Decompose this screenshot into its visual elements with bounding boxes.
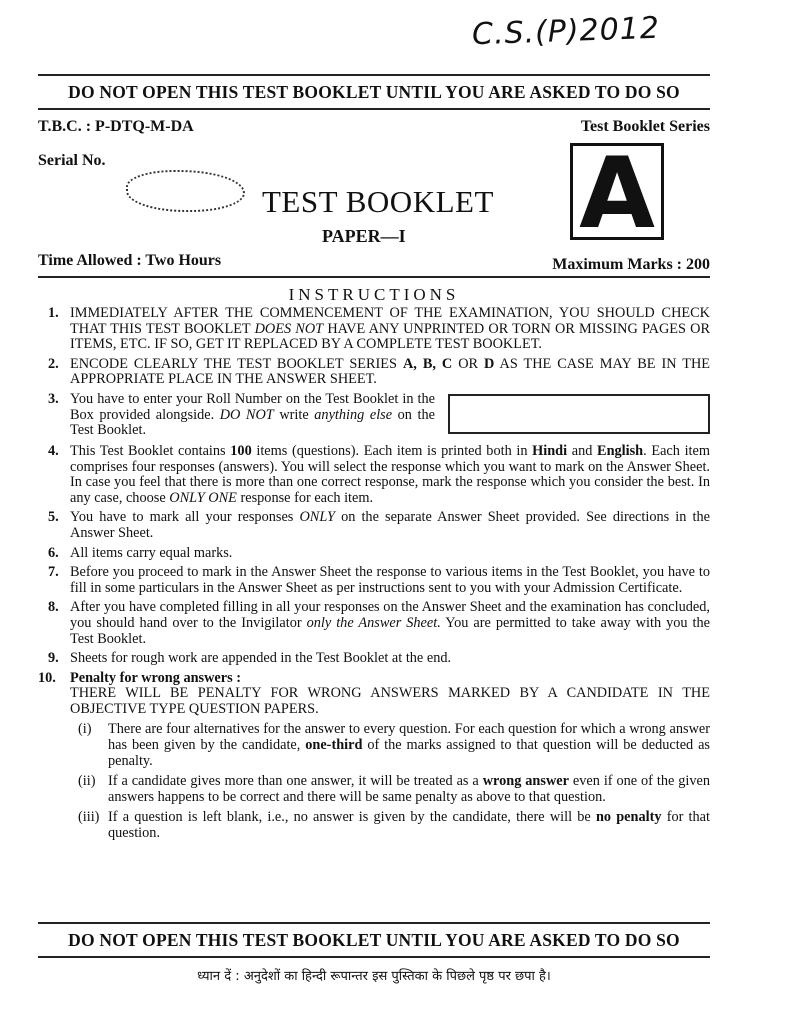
item-bold: one-third [305, 737, 363, 754]
instructions-rule [38, 276, 710, 278]
item-text: and [571, 442, 593, 459]
item-text: You are permitted to take away with you the Test Booklet. [70, 614, 710, 647]
top-rule-lower [38, 108, 710, 110]
subitem-number: (i) [78, 721, 92, 738]
item-text: even if one of the given answers happens to be correct and there will be same penalty as above to that question. [108, 773, 711, 805]
roll-number-box[interactable] [448, 394, 710, 434]
item-text: ENCODE CLEARLY THE TEST BOOKLET SERIES [70, 355, 397, 372]
penalty-subitem [78, 810, 710, 841]
instruction-item [38, 565, 710, 596]
item-text: HAVE ANY UNPRINTED OR TORN OR MISSING PAGES OR ITEMS, ETC. IF SO, GET IT REPLACED BY A COMPLETE TEST BOOKLET. [70, 320, 711, 353]
tbc-code: T.B.C. : P-DTQ-M-DA [38, 118, 194, 135]
bottom-rule [38, 922, 710, 924]
item-emphasis: ONLY ONE [169, 489, 237, 506]
instruction-item [38, 600, 710, 647]
item-number: 5. [48, 509, 59, 526]
item-number: 3. [48, 390, 59, 407]
subitem-number: (iii) [78, 809, 100, 826]
subitem-number: (ii) [78, 773, 96, 790]
item-number: 4. [48, 442, 59, 459]
time-allowed: Time Allowed : Two Hours [38, 252, 222, 269]
maximum-marks: Maximum Marks : 200 [552, 256, 710, 273]
item-bold: D [484, 355, 495, 372]
series-box [570, 136, 664, 251]
item-text: If a question is left blank, i.e., no answer is given by the candidate, there will be [108, 809, 591, 826]
item-text: If a candidate gives more than one answer, it will be treated as a [108, 773, 479, 790]
serial-label: Serial No. [38, 152, 106, 169]
instruction-item [38, 510, 710, 541]
item-text: response for each item. [240, 489, 374, 506]
item-text: This Test Booklet contains [70, 442, 226, 459]
item-number: 1. [48, 305, 59, 321]
item-number: 7. [48, 564, 59, 581]
item-text: IMMEDIATELY AFTER THE COMMENCEMENT OF THE EXAMINATION, YOU SHOULD CHECK THAT THIS TEST BOOKLET [70, 305, 710, 337]
instruction-item [38, 651, 710, 667]
handwritten-note: C.S.(P)2012 [471, 10, 661, 53]
item-number: 9. [48, 650, 59, 667]
item-bold: Hindi [532, 442, 568, 459]
item-bold: 100 [230, 442, 252, 459]
item-number: 8. [48, 599, 59, 616]
item-number: 2. [48, 355, 59, 372]
instruction-item [38, 306, 710, 353]
item-text: Before you proceed to mark in the Answer Sheet the response to various items in the Test Booklet, you have to fill in some particulars in the Answer Sheet as per instructions sent to you with your Admission Certificate. [70, 564, 710, 596]
item-text: Sheets for rough work are appended in the Test Booklet at the end. [70, 650, 452, 667]
item-emphasis: only the Answer Sheet. [306, 614, 441, 631]
instruction-item [38, 392, 710, 440]
item-emphasis: ONLY [299, 509, 335, 526]
item-emphasis: DOES NOT [254, 320, 324, 337]
instruction-item-penalty [38, 671, 710, 842]
penalty-subitem [78, 774, 710, 805]
item-text: OR [458, 355, 479, 372]
penalty-heading: Penalty for wrong answers : [70, 669, 242, 686]
item-emphasis: DO NOT [219, 406, 274, 423]
top-warning-banner: DO NOT OPEN THIS TEST BOOKLET UNTIL YOU ARE ASKED TO DO SO [68, 82, 680, 102]
item-text: All items carry equal marks. [70, 544, 233, 561]
item-number: 10. [38, 669, 56, 686]
item-text: After you have completed filling in all your responses on the Answer Sheet and the examination has concluded, you should hand over to the Invigilator [70, 599, 710, 631]
item-text: You have to mark all your responses [70, 509, 294, 526]
item-text: THERE WILL BE PENALTY FOR WRONG ANSWERS MARKED BY A CANDIDATE IN THE OBJECTIVE TYPE QUESTION PAPERS. [70, 685, 710, 717]
hindi-note: ध्यान दें : अनुदेशों का हिन्दी रूपान्तर इस पुस्तिका के पिछले पृष्ठ पर छपा है। [197, 969, 551, 984]
paper-label: PAPER—I [322, 226, 406, 246]
item-bold: English [597, 442, 644, 459]
item-text: write [279, 406, 309, 423]
instruction-item [38, 546, 710, 562]
serial-number-redacted [126, 170, 245, 212]
booklet-title: TEST BOOKLET [262, 184, 494, 219]
bottom-warning-banner: DO NOT OPEN THIS TEST BOOKLET UNTIL YOU ARE ASKED TO DO SO [68, 930, 680, 950]
item-bold: A, B, C [402, 355, 453, 372]
item-bold: no penalty [595, 809, 662, 826]
series-letter: A [579, 136, 655, 251]
item-text: on the separate Answer Sheet provided. See directions in the Answer Sheet. [70, 509, 710, 541]
item-text: There are four alternatives for the answer to every question. For each question for which a wrong answer has been given by the candidate, [108, 721, 710, 754]
penalty-subitem [78, 722, 710, 769]
instruction-item [38, 357, 710, 388]
instructions-list [38, 306, 710, 846]
item-text: AS THE CASE MAY BE IN THE APPROPRIATE PLACE IN THE ANSWER SHEET. [70, 355, 711, 388]
item-text: for that question. [108, 809, 710, 842]
item-number: 6. [48, 544, 59, 561]
bottom-rule-lower [38, 956, 710, 958]
item-bold: wrong answer [482, 773, 569, 790]
instructions-heading: INSTRUCTIONS [288, 285, 460, 304]
item-text: You have to enter your Roll Number on the Test Booklet in the Box provided alongside. [70, 390, 435, 423]
item-text: of the marks assigned to that question will be deducted as penalty. [108, 737, 710, 769]
item-text: on the Test Booklet. [70, 406, 435, 439]
item-emphasis: anything else [314, 406, 393, 423]
series-label: Test Booklet Series [580, 118, 710, 135]
top-rule [38, 74, 710, 76]
item-text: . Each item comprises four responses (answers). You will select the response which you want to mark on the Answer Sheet. In case you feel that there is more than one correct response, mark the response which you consider the best. In any case, choose [70, 442, 710, 506]
item-text: items (questions). Each item is printed both in [256, 442, 528, 459]
instruction-item [38, 444, 710, 506]
